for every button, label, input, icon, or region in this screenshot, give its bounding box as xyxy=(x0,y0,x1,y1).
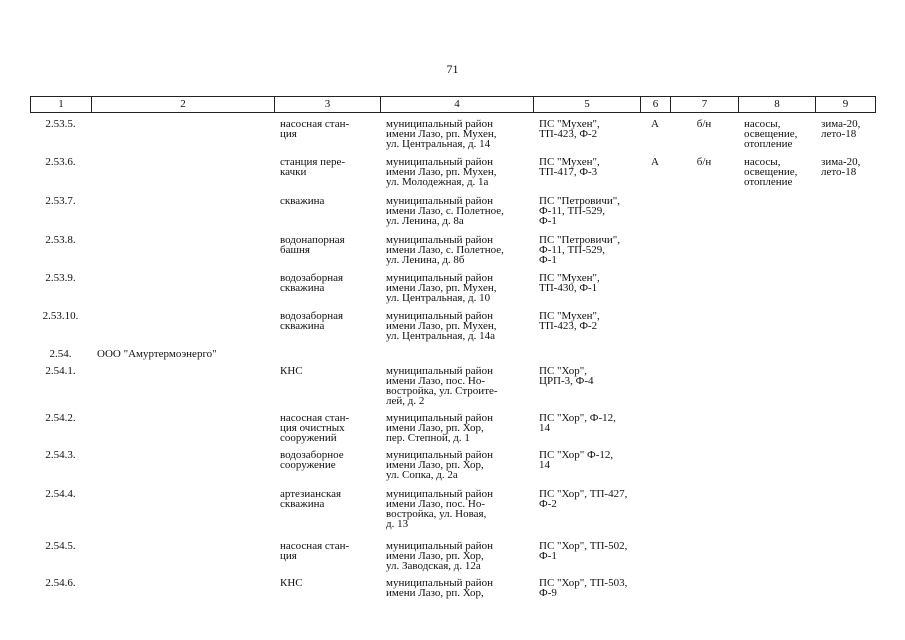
table-body xyxy=(30,118,876,607)
category xyxy=(640,577,670,607)
facility-address: муниципальный район имени Лазо, рп. Хор, пер. Степной, д. 1 xyxy=(386,412,493,444)
facility-address: муниципальный район имени Лазо, рп. Мухен, ул. Молодежная, д. 1а xyxy=(386,156,497,188)
load-value xyxy=(815,488,876,540)
header-col-5: 5 xyxy=(534,97,641,112)
load-type: насосы, освещение, отопление xyxy=(744,156,798,188)
table-row xyxy=(30,412,876,449)
header-col-7: 7 xyxy=(671,97,739,112)
table-row xyxy=(30,234,876,272)
category xyxy=(640,348,670,365)
power-source: ПС "Мухен", ТП-423, Ф-2 xyxy=(539,118,600,140)
facility-name: насосная стан- ция xyxy=(280,540,350,562)
ref-number xyxy=(670,234,738,272)
ref-number xyxy=(670,488,738,540)
table-row xyxy=(30,488,876,540)
table-row xyxy=(30,540,876,577)
category xyxy=(640,195,670,234)
facility-address: муниципальный район имени Лазо, пос. Но- востройка, ул. Строите- лей, д. 2 xyxy=(386,365,498,407)
facility-name: насосная стан- ция xyxy=(280,118,350,140)
load-type: насосы, освещение, отопление xyxy=(744,118,798,150)
load-value xyxy=(815,348,876,365)
load-type xyxy=(738,272,815,310)
header-col-9: 9 xyxy=(842,98,849,110)
owner-name: ООО "Амуртермоэнерго" xyxy=(97,348,217,360)
row-number: 2.53.5. xyxy=(45,118,76,130)
row-number: 2.53.8. xyxy=(45,234,76,246)
table-row xyxy=(30,449,876,488)
header-col-3: 3 xyxy=(275,97,381,112)
facility-address xyxy=(380,348,533,365)
row-number: 2.53.7. xyxy=(45,195,76,207)
category xyxy=(640,412,670,449)
load-value xyxy=(815,540,876,577)
load-type xyxy=(738,412,815,449)
category xyxy=(640,272,670,310)
facility-name: водонапорная башня xyxy=(280,234,345,256)
category xyxy=(640,540,670,577)
load-value: зима-20, лето-18 xyxy=(821,156,861,178)
ref-number: б/н xyxy=(696,156,712,168)
load-value xyxy=(815,365,876,412)
owner-name xyxy=(91,118,274,156)
owner-name xyxy=(91,577,274,607)
power-source: ПС "Хор" Ф-12, 14 xyxy=(539,449,614,471)
facility-address: муниципальный район имени Лазо, с. Полетное, ул. Ленина, д. 8а xyxy=(386,195,504,227)
ref-number xyxy=(670,412,738,449)
ref-number xyxy=(670,365,738,412)
owner-name xyxy=(91,449,274,488)
load-value xyxy=(815,412,876,449)
facility-name xyxy=(274,348,380,365)
row-number: 2.53.10. xyxy=(42,310,79,322)
ref-number xyxy=(670,195,738,234)
facility-address: муниципальный район имени Лазо, рп. Мухен, ул. Центральная, д. 14а xyxy=(386,310,497,342)
table-row xyxy=(30,195,876,234)
row-number: 2.54. xyxy=(49,348,72,360)
load-type xyxy=(738,365,815,412)
power-source: ПС "Хор", Ф-12, 14 xyxy=(539,412,616,434)
category xyxy=(640,365,670,412)
load-type xyxy=(738,449,815,488)
category xyxy=(640,488,670,540)
load-type xyxy=(738,540,815,577)
row-number: 2.53.6. xyxy=(45,156,76,168)
owner-name xyxy=(91,195,274,234)
page-number: 71 xyxy=(446,62,459,76)
load-value xyxy=(815,272,876,310)
load-value xyxy=(815,310,876,348)
ref-number xyxy=(670,449,738,488)
power-source: ПС "Хор", ТП-502, Ф-1 xyxy=(539,540,628,562)
ref-number xyxy=(670,577,738,607)
table-row xyxy=(30,577,876,607)
table-header xyxy=(30,96,876,113)
table-row xyxy=(30,118,876,156)
facility-name: КНС xyxy=(280,577,303,589)
facility-name: водозаборное сооружение xyxy=(280,449,344,471)
row-number: 2.54.5. xyxy=(45,540,76,552)
power-source: ПС "Мухен", ТП-430, Ф-1 xyxy=(539,272,600,294)
owner-name xyxy=(91,488,274,540)
owner-name xyxy=(91,310,274,348)
load-value xyxy=(815,577,876,607)
facility-name: скважина xyxy=(280,195,325,207)
facility-name: насосная стан- ция очистных сооружений xyxy=(280,412,350,444)
row-number: 2.53.9. xyxy=(45,272,76,284)
header-col-8: 8 xyxy=(739,97,816,112)
facility-name: водозаборная скважина xyxy=(280,272,344,294)
power-source: ПС "Петровичи", Ф-11, ТП-529, Ф-1 xyxy=(539,234,621,266)
table-row xyxy=(30,348,876,365)
header-col-4: 4 xyxy=(381,97,534,112)
load-value: зима-20, лето-18 xyxy=(821,118,861,140)
owner-name xyxy=(91,272,274,310)
facility-address: муниципальный район имени Лазо, рп. Хор, xyxy=(386,577,493,599)
load-type xyxy=(738,348,815,365)
power-source: ПС "Хор", ЦРП-3, Ф-4 xyxy=(539,365,594,387)
owner-name xyxy=(91,234,274,272)
power-source: ПС "Петровичи", Ф-11, ТП-529, Ф-1 xyxy=(539,195,621,227)
power-source: ПС "Хор", ТП-503, Ф-9 xyxy=(539,577,628,599)
row-number: 2.54.6. xyxy=(45,577,76,589)
facility-name: артезианская скважина xyxy=(280,488,342,510)
header-col-1: 1 xyxy=(31,97,92,112)
power-source: ПС "Мухен", ТП-423, Ф-2 xyxy=(539,310,600,332)
table-row xyxy=(30,272,876,310)
row-number: 2.54.4. xyxy=(45,488,76,500)
table-row xyxy=(30,365,876,412)
load-type xyxy=(738,577,815,607)
row-number: 2.54.3. xyxy=(45,449,76,461)
power-source: ПС "Хор", ТП-427, Ф-2 xyxy=(539,488,628,510)
category xyxy=(640,234,670,272)
load-type xyxy=(738,310,815,348)
owner-name xyxy=(91,156,274,195)
category: А xyxy=(651,118,659,130)
row-number: 2.54.2. xyxy=(45,412,76,424)
load-value xyxy=(815,195,876,234)
facility-address: муниципальный район имени Лазо, пос. Но- востройка, ул. Новая, д. 13 xyxy=(386,488,493,530)
owner-name xyxy=(91,540,274,577)
category: А xyxy=(651,156,659,168)
facility-address: муниципальный район имени Лазо, с. Полетное, ул. Ленина, д. 8б xyxy=(386,234,504,266)
row-number: 2.54.1. xyxy=(45,365,76,377)
header-col-2: 2 xyxy=(92,97,275,112)
facility-name: станция пере- качки xyxy=(280,156,345,178)
facility-name: КНС xyxy=(280,365,303,377)
load-type xyxy=(738,195,815,234)
facility-address: муниципальный район имени Лазо, рп. Мухен, ул. Центральная, д. 10 xyxy=(386,272,497,304)
category xyxy=(640,310,670,348)
facility-address: муниципальный район имени Лазо, рп. Хор, ул. Заводская, д. 12а xyxy=(386,540,493,572)
load-value xyxy=(815,449,876,488)
owner-name xyxy=(91,412,274,449)
table-row xyxy=(30,156,876,195)
header-col-6: 6 xyxy=(641,97,671,112)
category xyxy=(640,449,670,488)
power-source: ПС "Мухен", ТП-417, Ф-3 xyxy=(539,156,600,178)
ref-number xyxy=(670,310,738,348)
load-value xyxy=(815,234,876,272)
facility-name: водозаборная скважина xyxy=(280,310,344,332)
table-row xyxy=(30,310,876,348)
power-source xyxy=(533,348,640,365)
facility-address: муниципальный район имени Лазо, рп. Хор, ул. Сопка, д. 2а xyxy=(386,449,493,481)
ref-number: б/н xyxy=(696,118,712,130)
ref-number xyxy=(670,348,738,365)
owner-name xyxy=(91,365,274,412)
ref-number xyxy=(670,540,738,577)
ref-number xyxy=(670,272,738,310)
load-type xyxy=(738,234,815,272)
facility-address: муниципальный район имени Лазо, рп. Мухен, ул. Центральная, д. 14 xyxy=(386,118,497,150)
load-type xyxy=(738,488,815,540)
